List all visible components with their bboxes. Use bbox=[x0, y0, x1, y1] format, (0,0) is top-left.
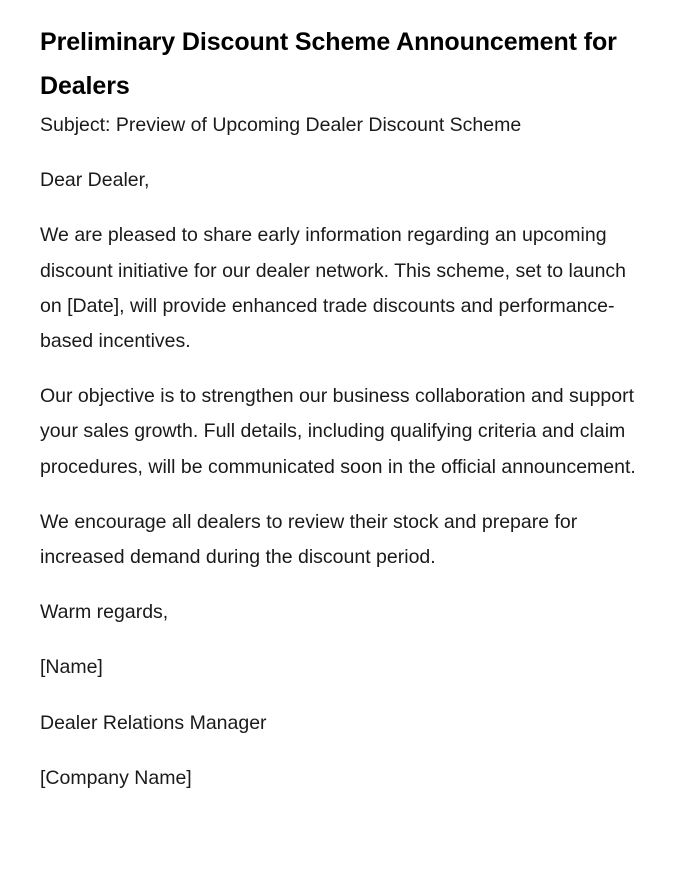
document-page bbox=[40, 20, 640, 796]
closing: Warm regards, bbox=[40, 601, 169, 624]
document-title: Preliminary Discount Scheme Announcement for Dealers bbox=[40, 28, 617, 100]
signature-name: [Name] bbox=[40, 656, 103, 679]
greeting: Dear Dealer, bbox=[40, 169, 150, 192]
signature-position: Dealer Relations Manager bbox=[40, 711, 267, 734]
body-paragraph: Our objective is to strengthen our business collaboration and support your sales growth. Full details, including qualifying criteria and claim procedures, will be communicated soon in the official announcement. bbox=[40, 385, 636, 478]
body-paragraph: We encourage all dealers to review their stock and prepare for increased demand during the discount period. bbox=[40, 510, 578, 569]
signature-company: [Company Name] bbox=[40, 766, 192, 789]
body-paragraph: We are pleased to share early information regarding an upcoming discount initiative for our dealer network. This scheme, set to launch on [Date], will provide enhanced trade discounts and performance-based incentives. bbox=[40, 224, 627, 353]
subject-line: Subject: Preview of Upcoming Dealer Discount Scheme bbox=[40, 114, 522, 136]
